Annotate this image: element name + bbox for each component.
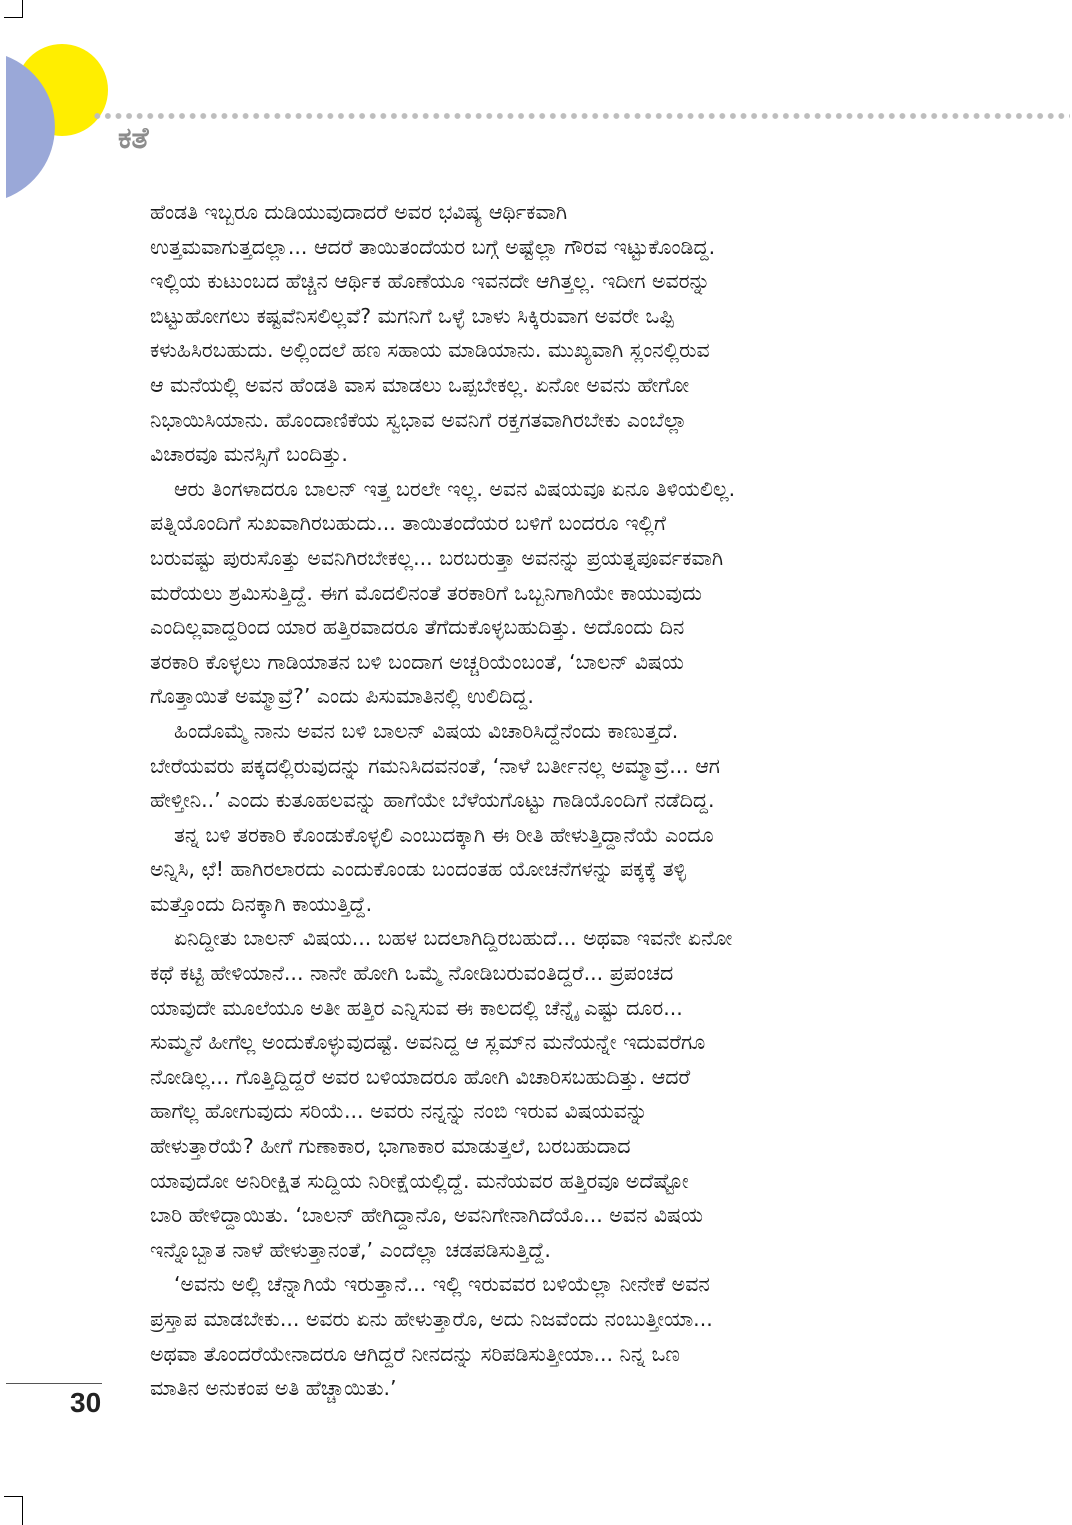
text-line: ಇನ್ನೊಬ್ಬಾತ ನಾಳೆ ಹೇಳುತ್ತಾನಂತೆ,’ ಎಂದೆಲ್ಲಾ ಚಡಪಡಿಸುತ್ತಿದ್ದೆ. [150, 1237, 551, 1262]
crop-mark-bottom-left-h [4, 1496, 23, 1497]
text-line: ಮರೆಯಲು ಶ್ರಮಿಸುತ್ತಿದ್ದೆ. ಈಗ ಮೊದಲಿನಂತೆ ತರಕಾರಿಗೆ ಒಬ್ಬನಿಗಾಗಿಯೇ ಕಾಯುವುದು [150, 580, 702, 605]
text-line: ಪತ್ನಿಯೊಂದಿಗೆ ಸುಖವಾಗಿರಬಹುದು... ತಾಯಿತಂದೆಯರ ಬಳಿಗೆ ಬಂದರೂ ಇಲ್ಲಿಗೆ [150, 511, 666, 536]
text-line: ಯಾವುದೋ ಅನಿರೀಕ್ಷಿತ ಸುದ್ದಿಯ ನಿರೀಕ್ಷೆಯಲ್ಲಿದ್ದೆ. ಮನೆಯವರ ಹತ್ತಿರವೂ ಅದೆಷ್ಟೋ [150, 1168, 689, 1193]
text-line: ಉತ್ತಮವಾಗುತ್ತದಲ್ಲಾ... ಆದರೆ ತಾಯಿತಂದೆಯರ ಬಗ್ಗೆ ಅಷ್ಟೆಲ್ಲಾ ಗೌರವ ಇಟ್ಟುಕೊಂಡಿದ್ದ. [150, 234, 716, 259]
text-line: ಬರುವಷ್ಟು ಪುರುಸೊತ್ತು ಅವನಿಗಿರಬೇಕಲ್ಲ... ಬರಬರುತ್ತಾ ಅವನನ್ನು ಪ್ರಯತ್ನಪೂರ್ವಕವಾಗಿ [150, 545, 724, 570]
dotted-rule [92, 111, 1070, 121]
text-line: ಅಥವಾ ತೊಂದರೆಯೇನಾದರೂ ಆಗಿದ್ದರೆ ನೀನದನ್ನು ಸರಿಪಡಿಸುತ್ತೀಯಾ... ನಿನ್ನ ಒಣ [150, 1341, 680, 1366]
paragraph [150, 195, 910, 472]
text-line: ಕಳುಹಿಸಿರಬಹುದು. ಅಲ್ಲಿಂದಲೆ ಹಣ ಸಹಾಯ ಮಾಡಿಯಾನು. ಮುಖ್ಯವಾಗಿ ಸ್ಲಂನಲ್ಲಿರುವ [150, 338, 710, 363]
text-line: ಇಲ್ಲಿಯ ಕುಟುಂಬದ ಹೆಚ್ಚಿನ ಆರ್ಥಿಕ ಹೊಣೆಯೂ ಇವನದೇ ಆಗಿತ್ತಲ್ಲ. ಇದೀಗ ಅವರನ್ನು [150, 269, 711, 294]
footer-rule [6, 1383, 102, 1384]
text-line: ಬೇರೆಯವರು ಪಕ್ಕದಲ್ಲಿರುವುದನ್ನು ಗಮನಿಸಿದವನಂತೆ, ‘ನಾಳೆ ಬರ್ತೀನಲ್ಲ ಅಮ್ಮಾವ್ರೆ... ಆಗ [150, 753, 720, 778]
text-line: ಬಿಟ್ಟುಹೋಗಲು ಕಷ್ಟವೆನಿಸಲಿಲ್ಲವೆ? ಮಗನಿಗೆ ಒಳ್ಳೆ ಬಾಳು ಸಿಕ್ಕಿರುವಾಗ ಅವರೇ ಒಪ್ಪಿ [150, 303, 675, 328]
text-line: ಅನ್ನಿಸಿ, ಛೆ! ಹಾಗಿರಲಾರದು ಎಂದುಕೊಂಡು ಬಂದಂತಹ ಯೋಚನೆಗಳನ್ನು ಪಕ್ಕಕ್ಕೆ ತಳ್ಳಿ [150, 857, 687, 882]
text-line: ಕಥೆ ಕಟ್ಟಿ ಹೇಳಿಯಾನೆ... ನಾನೇ ಹೋಗಿ ಒಮ್ಮೆ ನೋಡಿಬರುವಂತಿದ್ದರೆ... ಪ್ರಪಂಚದ [150, 961, 674, 986]
text-line: ಹೇಳ್ತೀನಿ..’ ಎಂದು ಕುತೂಹಲವನ್ನು ಹಾಗೆಯೇ ಬೆಳೆಯಗೊಟ್ಟು ಗಾಡಿಯೊಂದಿಗೆ ನಡೆದಿದ್ದ. [150, 788, 715, 813]
text-line: ಹೇಳುತ್ತಾರೆಯೆ? ಹೀಗೆ ಗುಣಾಕಾರ, ಭಾಗಾಕಾರ ಮಾಡುತ್ತಲೆ, ಬರಬಹುದಾದ [150, 1134, 631, 1159]
text-line: ಯಾವುದೇ ಮೂಲೆಯೂ ಅತೀ ಹತ್ತಿರ ಎನ್ನಿಸುವ ಈ ಕಾಲದಲ್ಲಿ ಚೆನ್ನೈ ಎಷ್ಟು ದೂರ... [150, 995, 683, 1020]
text-line: ಬಾರಿ ಹೇಳಿದ್ದಾಯಿತು. ‘ಬಾಲನ್ ಹೇಗಿದ್ದಾನೊ, ಅವನಿಗೇನಾಗಿದೆಯೊ... ಅವನ ವಿಷಯ [150, 1203, 703, 1228]
paragraph [150, 714, 910, 818]
text-line: ಮತ್ತೊಂದು ದಿನಕ್ಕಾಗಿ ಕಾಯುತ್ತಿದ್ದೆ. [150, 891, 373, 916]
text-line: ಏನಿದ್ದೀತು ಬಾಲನ್ ವಿಷಯ... ಬಹಳ ಬದಲಾಗಿದ್ದಿರಬಹುದೆ... ಅಥವಾ ಇವನೇ ಏನೋ [174, 926, 733, 951]
page-number: 30 [70, 1387, 102, 1418]
text-line: ‘ಅವನು ಅಲ್ಲಿ ಚೆನ್ನಾಗಿಯೆ ಇರುತ್ತಾನೆ... ಇಲ್ಲಿ ಇರುವವರ ಬಳಿಯೆಲ್ಲಾ ನೀನೇಕೆ ಅವನ [174, 1272, 710, 1297]
paragraph [150, 818, 910, 922]
header-circles-graphic [0, 40, 120, 250]
text-line: ಆರು ತಿಂಗಳಾದರೂ ಬಾಲನ್ ಇತ್ತ ಬರಲೇ ಇಲ್ಲ. ಅವನ ವಿಷಯವೂ ಏನೂ ತಿಳಿಯಲಿಲ್ಲ. [174, 476, 736, 501]
text-line: ವಿಚಾರವೂ ಮನಸ್ಸಿಗೆ ಬಂದಿತ್ತು. [150, 442, 348, 467]
text-line: ಹೆಂಡತಿ ಇಬ್ಬರೂ ದುಡಿಯುವುದಾದರೆ ಅವರ ಭವಿಷ್ಯ ಆರ್ಥಿಕವಾಗಿ [150, 200, 568, 224]
text-line: ಗೊತ್ತಾಯಿತೆ ಅಮ್ಮಾವ್ರೆ?’ ಎಂದು ಪಿಸುಮಾತಿನಲ್ಲಿ ಉಲಿದಿದ್ದ. [150, 684, 534, 709]
text-line: ನಿಭಾಯಿಸಿಯಾನು. ಹೊಂದಾಣಿಕೆಯ ಸ್ವಭಾವ ಅವನಿಗೆ ರಕ್ತಗತವಾಗಿರಬೇಕು ಎಂಬೆಲ್ಲಾ [150, 407, 687, 432]
text-line: ಸುಮ್ಮನೆ ಹೀಗೆಲ್ಲ ಅಂದುಕೊಳ್ಳುವುದಷ್ಟೆ. ಅವನಿದ್ದ ಆ ಸ್ಲಮ್‌ನ ಮನೆಯನ್ನೇ ಇದುವರೆಗೂ [150, 1030, 706, 1055]
crop-mark-bottom-left-v [22, 1496, 23, 1525]
text-line: ಹಾಗೆಲ್ಲ ಹೋಗುವುದು ಸರಿಯೆ... ಅವರು ನನ್ನನ್ನು ನಂಬಿ ಇರುವ ವಿಷಯವನ್ನು [150, 1099, 648, 1124]
text-line: ಮಾತಿನ ಅನುಕಂಪ ಅತಿ ಹೆಚ್ಚಾಯಿತು.’ [150, 1376, 397, 1401]
text-line: ತರಕಾರಿ ಕೊಳ್ಳಲು ಗಾಡಿಯಾತನ ಬಳಿ ಬಂದಾಗ ಅಚ್ಚರಿಯೆಂಬಂತೆ, ‘ಬಾಲನ್ ವಿಷಯ [150, 649, 684, 674]
text-line: ಹಿಂದೊಮ್ಮೆ ನಾನು ಅವನ ಬಳಿ ಬಾಲನ್ ವಿಷಯ ವಿಚಾರಿಸಿದ್ದೆನೆಂದು ಕಾಣುತ್ತದೆ. [174, 718, 679, 743]
story-body [150, 195, 910, 1406]
paragraph [150, 1267, 910, 1405]
crop-mark-top-left-h [4, 17, 23, 18]
text-line: ಆ ಮನೆಯಲ್ಲಿ ಅವನ ಹೆಂಡತಿ ವಾಸ ಮಾಡಲು ಒಪ್ಪಬೇಕಲ್ಲ. ಏನೋ ಅವನು ಹೇಗೋ [150, 372, 690, 397]
crop-mark-top-left-v [22, 0, 23, 18]
paragraph [150, 921, 910, 1267]
text-line: ನೋಡಿಲ್ಲ... ಗೊತ್ತಿದ್ದಿದ್ದರೆ ಅವರ ಬಳಿಯಾದರೂ ಹೋಗಿ ವಿಚಾರಿಸಬಹುದಿತ್ತು. ಆದರೆ [150, 1064, 691, 1089]
paragraph [150, 472, 910, 714]
text-line: ತನ್ನ ಬಳಿ ತರಕಾರಿ ಕೊಂಡುಕೊಳ್ಳಲಿ ಎಂಬುದಕ್ಕಾಗಿ ಈ ರೀತಿ ಹೇಳುತ್ತಿದ್ದಾನೆಯೆ ಎಂದೂ [174, 822, 714, 847]
text-line: ಪ್ರಸ್ತಾಪ ಮಾಡಬೇಕು... ಅವರು ಏನು ಹೇಳುತ್ತಾರೊ, ಅದು ನಿಜವೆಂದು ನಂಬುತ್ತೀಯಾ... [150, 1307, 713, 1331]
text-line: ಎಂದಿಲ್ಲವಾದ್ದರಿಂದ ಯಾರ ಹತ್ತಿರವಾದರೂ ತೆಗೆದುಕೊಳ್ಳಬಹುದಿತ್ತು. ಅದೊಂದು ದಿನ [150, 615, 685, 640]
section-label: ಕತೆ [118, 121, 149, 156]
